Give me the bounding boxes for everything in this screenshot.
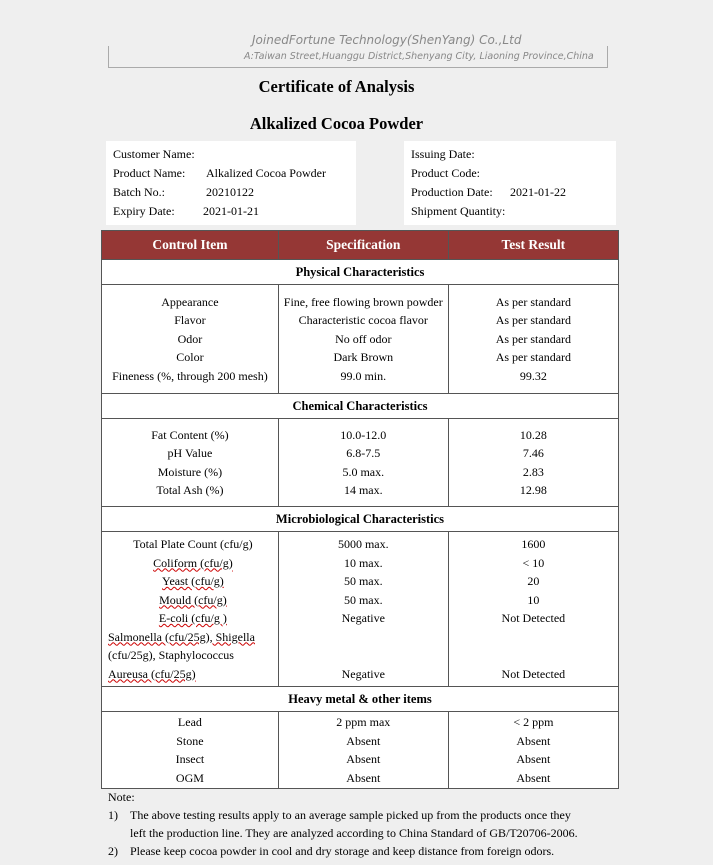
item-fineness: Fineness (%, through 200 mesh): [112, 368, 268, 383]
heavy-specs-cell: [278, 712, 448, 789]
item-salmonella-2: (cfu/25g), Staphylococcus: [108, 648, 234, 662]
notes-heading: Note:: [108, 790, 135, 804]
spec-mould: 50 max.: [343, 592, 383, 607]
spec-ash: 14 max.: [343, 483, 383, 497]
spec-moisture: 5.0 max.: [342, 464, 385, 479]
company-name: JoinedFortune Technology(ShenYang) Co.,Ltd: [252, 33, 522, 47]
spec-insect: Absent: [346, 752, 381, 766]
notes-section: [108, 788, 578, 860]
physical-specs-cell: [278, 285, 448, 394]
result-ecoli: Not Detected: [501, 611, 566, 625]
item-appearance: Appearance: [161, 294, 219, 309]
result-fineness: 99.32: [519, 368, 547, 383]
item-coliform: Coliform (cfu/g): [153, 555, 233, 570]
item-stone: Stone: [176, 733, 204, 748]
item-salmonella-3: Aureusa (cfu/25g): [108, 666, 196, 681]
spec-spacer: [279, 628, 448, 665]
section-row-chemical: [102, 394, 619, 419]
item-yeast: Yeast (cfu/g): [162, 574, 224, 588]
table-row-chemical: [102, 419, 619, 507]
result-lead: < 2 ppm: [513, 715, 554, 729]
header-divider: [108, 67, 608, 68]
note-item-1: 1) The above testing results apply to an average sample picked up from the products once they left the production line. They are analyzed according to China Standard of GB/T20706-2006.: [108, 808, 578, 840]
micro-items-cell: [102, 532, 279, 687]
spec-lead: 2 ppm max: [336, 715, 391, 729]
spec-fineness: 99.0 min.: [340, 368, 387, 383]
document-title: Certificate of Analysis: [258, 77, 415, 96]
micro-specs-cell: [278, 532, 448, 687]
result-ash: 12.98: [519, 483, 547, 497]
info-row-issuing-date: Issuing Date:: [411, 147, 475, 161]
spec-odor: No off odor: [335, 331, 392, 346]
header-specification: Specification: [278, 231, 448, 260]
result-salmonella: Not Detected: [501, 666, 566, 681]
item-ash: Total Ash (%): [156, 483, 224, 497]
header-corner-right: [607, 46, 608, 67]
spec-ph: 6.8-7.5: [346, 446, 381, 460]
item-fat: Fat Content (%): [151, 427, 229, 442]
info-row-product-code: Product Code:: [411, 166, 480, 180]
section-row-heavy: [102, 687, 619, 712]
info-row-expiry: Expiry Date: 2021-01-21: [113, 204, 259, 218]
chemical-results-cell: [448, 419, 618, 507]
micro-results-cell: [448, 532, 618, 687]
spec-stone: Absent: [346, 733, 381, 748]
result-stone: Absent: [516, 733, 551, 748]
item-ph: pH Value: [167, 446, 213, 460]
result-flavor: As per standard: [495, 313, 572, 328]
table-row-micro: [102, 532, 619, 687]
spec-flavor: Characteristic cocoa flavor: [298, 313, 428, 328]
section-title-micro: Microbiological Characteristics: [102, 507, 619, 532]
item-mould: Mould (cfu/g): [159, 592, 227, 607]
result-color: As per standard: [495, 350, 572, 365]
spec-tpc: 5000 max.: [337, 537, 389, 551]
result-yeast: 20: [527, 574, 540, 588]
result-moisture: 2.83: [522, 464, 544, 479]
spec-ogm: Absent: [346, 770, 381, 785]
physical-items-cell: [102, 285, 279, 394]
info-row-shipment-qty: Shipment Quantity:: [411, 204, 506, 218]
analysis-table: [101, 230, 619, 789]
result-ogm: Absent: [516, 770, 551, 785]
result-tpc: 1600: [521, 537, 546, 551]
section-title-chemical: Chemical Characteristics: [102, 394, 619, 419]
item-tpc: Total Plate Count (cfu/g): [133, 537, 253, 551]
note-1-line-1: The above testing results apply to an average sample picked up from the products once they: [130, 808, 571, 822]
item-color: Color: [176, 350, 204, 365]
spec-fat: 10.0-12.0: [340, 427, 387, 442]
note-2-line-1: Please keep cocoa powder in cool and dry storage and keep distance from foreign odors.: [130, 844, 555, 858]
section-title-heavy: Heavy metal & other items: [102, 687, 619, 712]
result-appearance: As per standard: [495, 294, 572, 309]
item-flavor: Flavor: [174, 313, 206, 328]
note-item-2: 2) Please keep cocoa powder in cool and dry storage and keep distance from foreign odors.: [108, 842, 578, 860]
physical-results-cell: [448, 285, 618, 394]
result-odor: As per standard: [495, 331, 572, 346]
header-test-result: Test Result: [448, 231, 618, 260]
heavy-results-cell: [448, 712, 618, 789]
item-ogm: OGM: [175, 770, 204, 785]
product-title: Alkalized Cocoa Powder: [249, 114, 424, 133]
note-1-line-2: left the production line. They are analyzed according to China Standard of GB/T20706-2006.: [130, 826, 578, 840]
info-box-left: [106, 141, 356, 225]
spec-coliform: 10 max.: [343, 555, 383, 570]
section-row-physical: [102, 260, 619, 285]
table-row-physical: [102, 285, 619, 394]
item-salmonella-1: Salmonella (cfu/25g), Shigella: [108, 629, 255, 644]
table-row-heavy: [102, 712, 619, 789]
header-corner-left: [108, 46, 109, 67]
item-lead: Lead: [177, 715, 202, 729]
table-header-row: [102, 231, 619, 260]
spec-salmonella: Negative: [341, 666, 385, 681]
spec-appearance: Fine, free flowing brown powder: [283, 294, 443, 309]
item-ecoli: E-coli (cfu/g ): [158, 611, 227, 625]
result-coliform: < 10: [522, 555, 545, 570]
result-ph: 7.46: [522, 446, 544, 460]
item-moisture: Moisture (%): [157, 464, 223, 479]
info-row-batch: Batch No.: 20210122: [113, 185, 254, 199]
result-mould: 10: [527, 592, 540, 607]
item-insect: Insect: [175, 752, 205, 766]
chemical-specs-cell: [278, 419, 448, 507]
spec-yeast: 50 max.: [343, 574, 383, 588]
result-insect: Absent: [516, 752, 551, 766]
chemical-items-cell: [102, 419, 279, 507]
header-control-item: Control Item: [102, 231, 279, 260]
info-row-product-name: Product Name: Alkalized Cocoa Powder: [113, 166, 326, 180]
item-odor: Odor: [177, 331, 203, 346]
result-spacer: [449, 628, 618, 665]
result-fat: 10.28: [519, 427, 547, 442]
info-row-customer: Customer Name:: [113, 147, 195, 161]
info-row-production-date: Production Date: 2021-01-22: [411, 185, 566, 199]
spec-color: Dark Brown: [333, 350, 394, 365]
info-box-right: [404, 141, 616, 225]
spec-ecoli: Negative: [341, 611, 385, 625]
heavy-items-cell: [102, 712, 279, 789]
section-title-physical: Physical Characteristics: [102, 260, 619, 285]
company-address: A:Taiwan Street,Huanggu District,Shenyang City, Liaoning Province,China: [244, 51, 594, 62]
section-row-micro: [102, 507, 619, 532]
